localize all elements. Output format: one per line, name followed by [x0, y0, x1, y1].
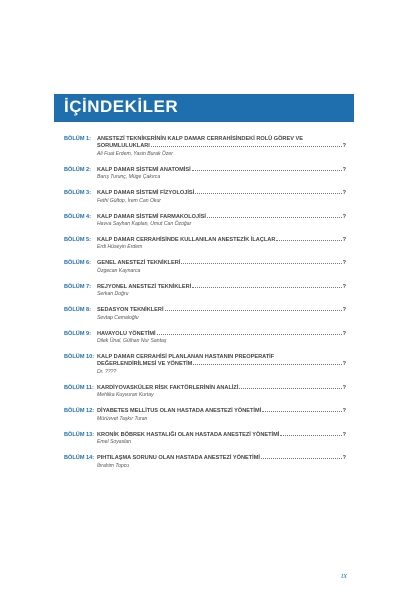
- toc-entry[interactable]: [64, 190, 346, 204]
- dot-leader: [181, 262, 341, 264]
- chapter-page-number: ?: [342, 190, 346, 197]
- chapter-authors: Özgecan Kaynarca: [97, 267, 141, 274]
- chapter-title: GENEL ANESTEZİ TEKNİKLERİ: [97, 260, 181, 267]
- chapter-page-number: ?: [342, 384, 346, 391]
- chapter-label: BÖLÜM 6:: [64, 260, 92, 267]
- dot-leader: [195, 192, 341, 194]
- toc-entry[interactable]: [64, 385, 346, 399]
- toc-header-banner: [54, 94, 354, 122]
- chapter-title: KARDİYOVASKÜLER RİSK FAKTÖRLERİNİN ANALİZİ: [97, 384, 239, 391]
- dot-leader: [276, 239, 341, 241]
- toc-entry[interactable]: [64, 455, 346, 469]
- dot-leader: [239, 387, 341, 389]
- chapter-title: KALP DAMAR SİSTEMİ FİZYOLOJİSİ: [97, 190, 195, 197]
- chapter-label: BÖLÜM 3:: [64, 190, 92, 197]
- chapter-title: HAVAYOLU YÖNETİMİ: [97, 330, 156, 337]
- chapter-page-number: ?: [342, 260, 346, 267]
- chapter-label: BÖLÜM 13:: [64, 431, 95, 438]
- chapter-title: DİYABETES MELLİTUS OLAN HASTADA ANESTEZİ YÖNETİMİ: [97, 408, 262, 415]
- chapter-title: REJYONEL ANESTEZİ TEKNİKLERİ: [97, 283, 192, 290]
- toc-entry[interactable]: [64, 331, 346, 345]
- dot-leader: [207, 216, 342, 218]
- chapter-authors: İbrahim Topcu: [97, 462, 130, 469]
- chapter-authors: Erdi Hüseyin Erdem: [97, 244, 143, 251]
- chapter-label: BÖLÜM 8:: [64, 307, 92, 314]
- chapter-page-number: ?: [342, 455, 346, 462]
- chapter-authors: Emel Soyaslan: [97, 439, 131, 446]
- chapter-label: BÖLÜM 4:: [64, 213, 92, 220]
- toc-entry[interactable]: [64, 260, 346, 274]
- chapter-page-number: ?: [342, 361, 346, 368]
- chapter-label: BÖLÜM 1:: [64, 136, 92, 142]
- chapter-page-number: ?: [342, 143, 346, 150]
- toc-entry[interactable]: [64, 136, 346, 158]
- chapter-title: DEĞERLENDİRİLMESİ VE YÖNETİM: [97, 361, 193, 368]
- dot-leader: [165, 309, 342, 311]
- dot-leader: [192, 286, 341, 288]
- dot-leader: [157, 333, 342, 335]
- chapter-authors: Mehlika Kuyvuran Kurtay: [97, 392, 154, 399]
- dot-leader: [261, 457, 342, 459]
- chapter-authors: Serkan Doğru: [97, 291, 129, 298]
- chapter-label: BÖLÜM 7:: [64, 283, 92, 290]
- chapter-label: BÖLÜM 10:: [64, 354, 95, 361]
- chapter-page-number: ?: [342, 330, 346, 337]
- chapter-authors: Dilek Ünal, Gülhan Nur Santaş: [97, 338, 167, 345]
- page-number: IX: [341, 573, 348, 580]
- chapter-authors: Sevtap Cemaloğlu: [97, 314, 139, 321]
- chapter-title: KALP DAMAR SİSTEMİ FARMAKOLOJİSİ: [97, 213, 206, 220]
- chapter-authors: Fethi Gültop, İrem Can Okur: [97, 197, 161, 204]
- chapter-label: BÖLÜM 11:: [64, 384, 94, 391]
- toc-entry[interactable]: [64, 307, 346, 321]
- chapter-page-number: ?: [342, 213, 346, 220]
- toc-entry[interactable]: [64, 167, 346, 181]
- chapter-label: BÖLÜM 5:: [64, 237, 92, 244]
- chapter-label: BÖLÜM 12:: [64, 408, 95, 415]
- chapter-page-number: ?: [342, 166, 346, 173]
- chapter-authors: Barış Turunç, Müge Çakırca: [97, 174, 161, 181]
- table-of-contents: [64, 136, 346, 479]
- chapter-label: BÖLÜM 9:: [64, 330, 92, 337]
- chapter-page-number: ?: [342, 237, 346, 244]
- chapter-page-number: ?: [342, 307, 346, 314]
- toc-entry[interactable]: [64, 408, 346, 422]
- chapter-authors: Havva Sayhan Kaplan, Umut Can Özoğar: [97, 221, 192, 228]
- dot-leader: [262, 410, 341, 412]
- toc-entry[interactable]: [64, 214, 346, 228]
- chapter-authors: Ali Fuat Erdem, Yasin Burak Özer: [97, 150, 173, 157]
- toc-entry[interactable]: [64, 354, 346, 376]
- chapter-page-number: ?: [342, 408, 346, 415]
- toc-entry[interactable]: [64, 284, 346, 298]
- chapter-title: KALP DAMAR CERRAHİSİNDE KULLANILAN ANESTEZİK İLAÇLAR: [97, 237, 276, 244]
- dot-leader: [192, 169, 342, 171]
- chapter-title: SEDASYON TEKNİKLERİ: [97, 307, 164, 314]
- chapter-label: BÖLÜM 14:: [64, 455, 95, 462]
- chapter-title: KRONİK BÖBREK HASTALIĞI OLAN HASTADA ANESTEZİ YÖNETİMİ: [97, 431, 280, 438]
- chapter-authors: Dr. ????: [97, 368, 117, 375]
- dot-leader: [193, 363, 341, 365]
- toc-entry[interactable]: [64, 432, 346, 446]
- chapter-title: KALP DAMAR SİSTEMİ ANATOMİSİ: [97, 166, 191, 173]
- chapter-title: ANESTEZİ TEKNİKERİNİN KALP DAMAR CERRAHİSİNDEKİ ROLÜ GÖREV VE: [97, 136, 303, 142]
- chapter-page-number: ?: [342, 431, 346, 438]
- toc-title: İÇİNDEKİLER: [64, 97, 179, 116]
- chapter-title: SORUMLULUKLARI: [97, 143, 150, 150]
- chapter-title: KALP DAMAR CERRAHİSİ PLANLANAN HASTANIN PREOPERATİF: [97, 354, 275, 361]
- chapter-authors: Mürüvvet Taşkır Turan: [97, 415, 148, 422]
- toc-entry[interactable]: [64, 237, 346, 251]
- chapter-page-number: ?: [342, 283, 346, 290]
- dot-leader: [151, 145, 342, 147]
- chapter-title: PIHTILAŞMA SORUNU OLAN HASTADA ANESTEZİ YÖNETİMİ: [97, 455, 260, 462]
- dot-leader: [280, 434, 341, 436]
- chapter-label: BÖLÜM 2:: [64, 166, 92, 173]
